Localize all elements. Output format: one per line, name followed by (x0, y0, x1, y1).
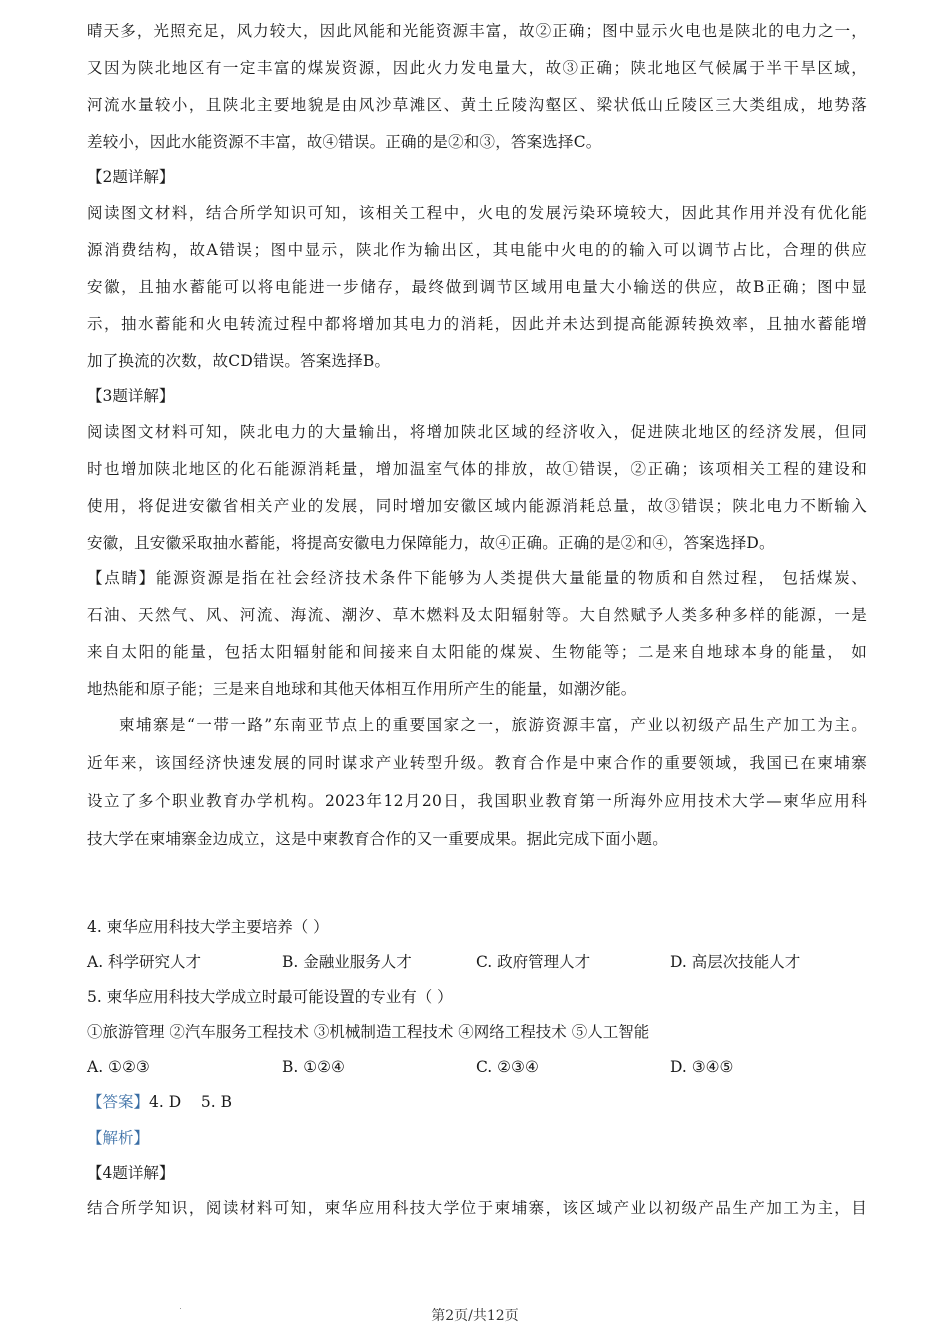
question-4-option-a: A. 科学研究人才 (87, 953, 202, 971)
passage-line: 技大学在柬埔寨金边成立，这是中柬教育合作的又一重要成果。据此完成下面小题。 (87, 830, 668, 848)
question-4-stem: 4. 柬华应用科技大学主要培养（ ） (87, 918, 329, 936)
passage-line: 柬埔寨是“一带一路”东南亚节点上的重要国家之一，旅游资源丰富，产业以初级产品生产加工为主。 (119, 716, 867, 734)
answer-label: 【答案】 (87, 1093, 150, 1111)
q2-detail-line: 源消费结构，故A错误；图中显示，陕北作为输出区，其电能中火电的的输入可以调节占比，合理的供应 (87, 241, 867, 259)
analysis-label: 【解析】 (87, 1129, 150, 1147)
passage-line: 近年来，该国经济快速发展的同时谋求产业转型升级。教育合作是中柬合作的重要领域，我国已在柬埔寨 (87, 754, 867, 772)
answer-row (87, 1092, 232, 1112)
q1-detail-line: 差较小，因此水能资源不丰富，故④错误。正确的是②和③，答案选择C。 (87, 133, 602, 151)
question-5-items: ①旅游管理 ②汽车服务工程技术 ③机械制造工程技术 ④网络工程技术 ⑤人工智能 (87, 1023, 650, 1041)
q1-detail-line: 河流水量较小，且陕北主要地貌是由风沙草滩区、黄土丘陵沟壑区、梁状低山丘陵区三大类组成，地势落 (87, 96, 867, 114)
q2-detail-line: 安徽，且抽水蓄能可以将电能进一步储存，最终做到调节区域用电量大小输送的供应，故B正确；图中显 (87, 278, 867, 296)
question-4-option-b: B. 金融业服务人才 (282, 953, 412, 971)
question-5-option-b: B. ①②④ (282, 1058, 345, 1076)
q2-detail-line: 示，抽水蓄能和火电转流过程中都将增加其电力的消耗，因此并未达到提高能源转换效率，且抽水蓄能增 (87, 315, 867, 333)
q4-detail-line: 结合所学知识，阅读材料可知，柬华应用科技大学位于柬埔寨，该区域产业以初级产品生产加工为主，目 (87, 1199, 867, 1217)
answer-value: 4. D 5. B (149, 1093, 232, 1111)
tip-line: 来自太阳的能量，包括太阳辐射能和间接来自太阳能的煤炭、生物能等；二是来自地球本身的能量， 如 (87, 643, 867, 661)
passage-line: 设立了多个职业教育办学机构。2023年12月20日，我国职业教育第一所海外应用技术大学—柬华应用科 (87, 792, 867, 810)
question-5-option-d: D. ③④⑤ (670, 1058, 734, 1076)
q4-detail-heading: 【4题详解】 (87, 1164, 175, 1182)
q3-detail-line: 安徽，且安徽采取抽水蓄能，将提高安徽电力保障能力，故④正确。正确的是②和④，答案选择D。 (87, 534, 775, 552)
tip-line: 石油、天然气、风、河流、海流、潮汐、草木燃料及太阳辐射等。大自然赋予人类多种多样的能源，一是 (87, 606, 867, 624)
q2-detail-heading: 【2题详解】 (87, 168, 175, 186)
tip-line: 地热能和原子能；三是来自地球和其他天体相互作用所产生的能量，如潮汐能。 (87, 680, 637, 698)
q2-detail-line: 加了换流的次数，故CD错误。答案选择B。 (87, 352, 391, 370)
question-5-option-c: C. ②③④ (476, 1058, 539, 1076)
question-5-option-a: A. ①②③ (87, 1058, 150, 1076)
q3-detail-line: 时也增加陕北地区的化石能源消耗量，增加温室气体的排放，故①错误，②正确；该项相关工程的建设和 (87, 460, 867, 478)
question-4-option-c: C. 政府管理人才 (476, 953, 591, 971)
q1-detail-line: 又因为陕北地区有一定丰富的煤炭资源，因此火力发电量大，故③正确；陕北地区气候属于半干旱区域， (87, 59, 867, 77)
page-footer: 第2页/共12页 (431, 1308, 519, 1324)
tip-line: 【点睛】能源资源是指在社会经济技术条件下能够为人类提供大量能量的物质和自然过程， 包括煤炭、 (87, 569, 867, 587)
q3-detail-line: 使用，将促进安徽省相关产业的发展，同时增加安徽区域内能源消耗总量，故③错误；陕北电力不断输入 (87, 497, 867, 515)
q1-detail-line: 晴天多，光照充足，风力较大，因此风能和光能资源丰富，故②正确；图中显示火电也是陕北的电力之一， (87, 22, 867, 40)
q3-detail-heading: 【3题详解】 (87, 387, 175, 405)
question-5-stem: 5. 柬华应用科技大学成立时最可能设置的专业有（ ） (87, 988, 453, 1006)
question-4-option-d: D. 高层次技能人才 (670, 953, 801, 971)
q3-detail-line: 阅读图文材料可知，陕北电力的大量输出，将增加陕北区域的经济收入，促进陕北地区的经济发展，但同 (87, 423, 867, 441)
q2-detail-line: 阅读图文材料，结合所学知识可知，该相关工程中，火电的发展污染环境较大，因此其作用并没有优化能 (87, 204, 867, 222)
